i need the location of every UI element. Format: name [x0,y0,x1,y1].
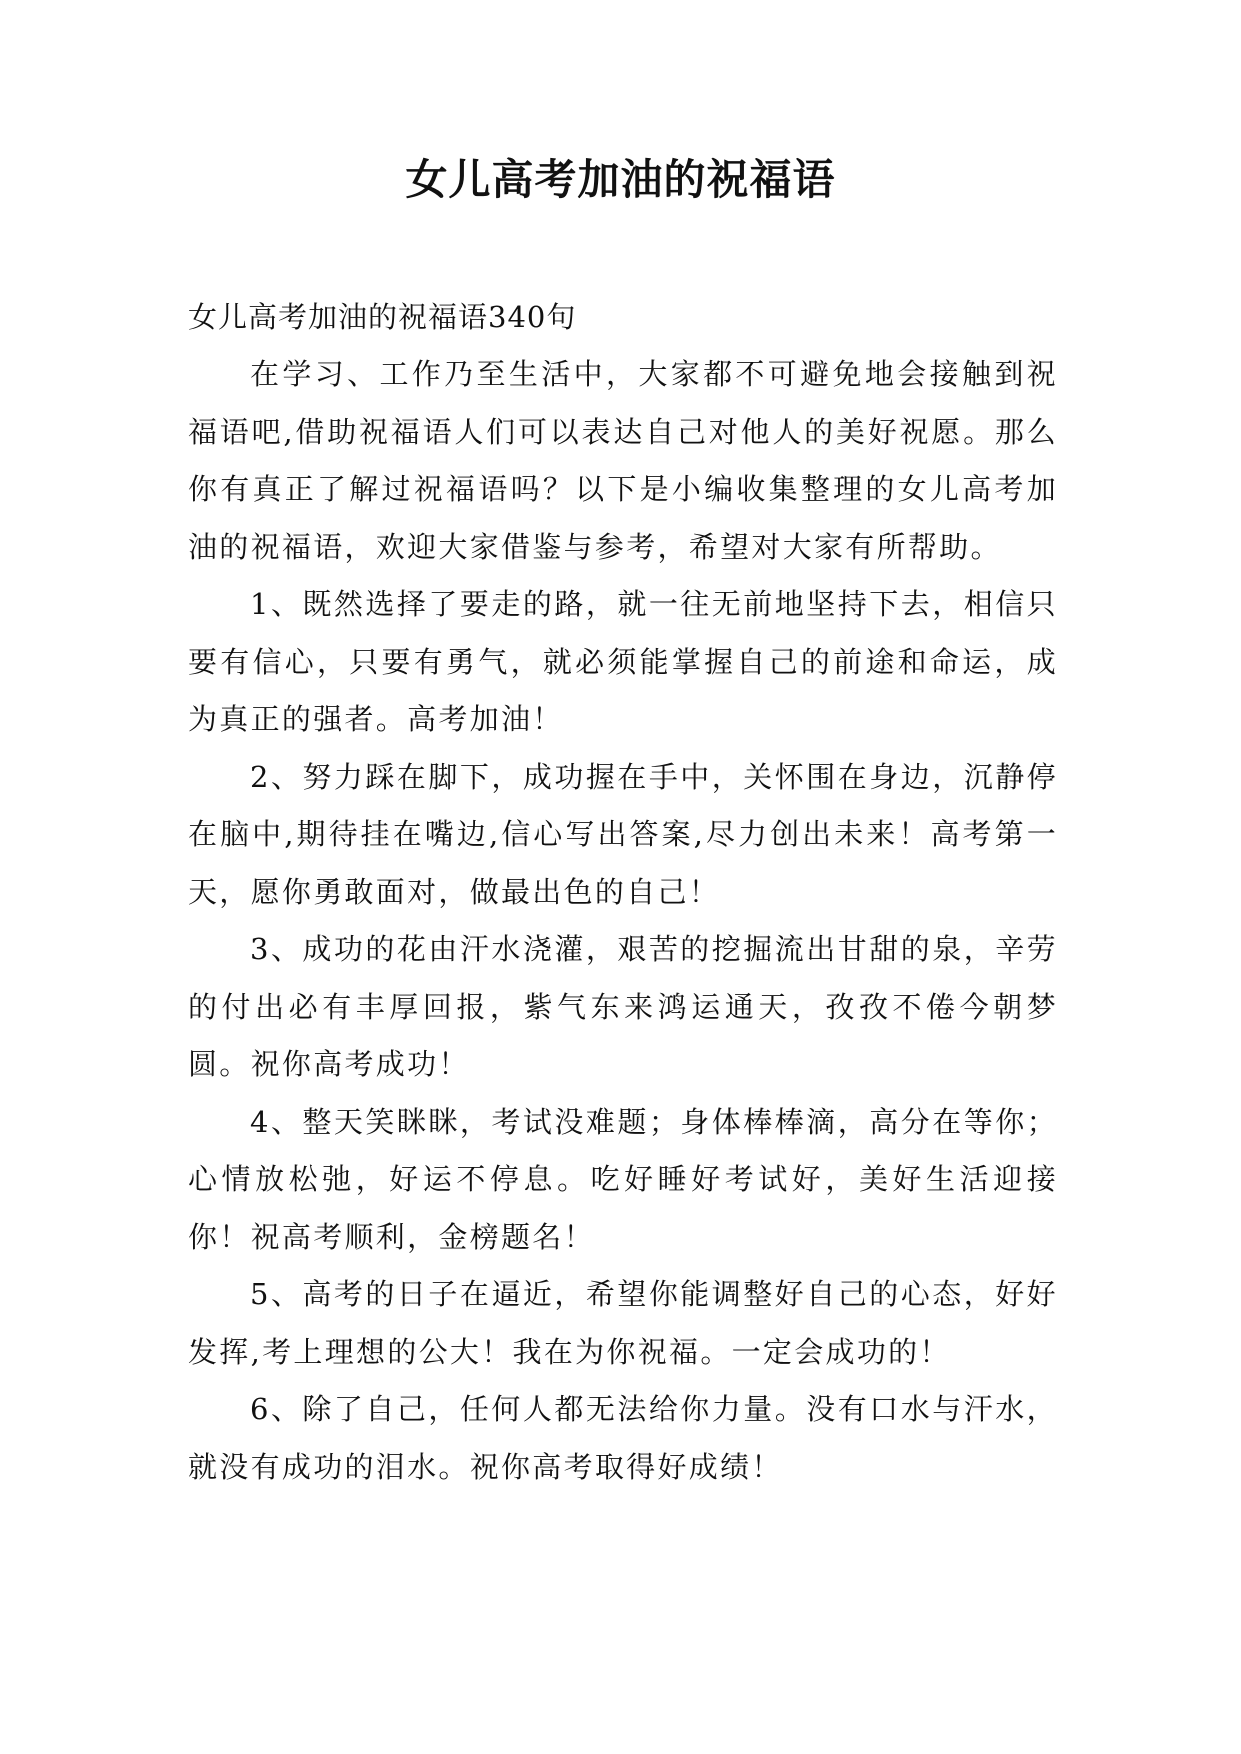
blessing-item-3: 3、成功的花由汗水浇灌，艰苦的挖掘流出甘甜的泉，辛劳的付出必有丰厚回报，紫气东来鸿运通天，孜孜不倦今朝梦圆。祝你高考成功！ [188,932,1058,1081]
document-subtitle: 女儿高考加油的祝福语340句 [188,300,577,334]
blessing-item-5: 5、高考的日子在逼近，希望你能调整好自己的心态，好好发挥,考上理想的公大！我在为你祝福。一定会成功的！ [188,1277,1058,1369]
blessing-item-2: 2、努力踩在脚下，成功握在手中，关怀围在身边，沉静停在脑中,期待挂在嘴边,信心写出答案,尽力创出未来！高考第一天，愿你勇敢面对，做最出色的自己！ [188,759,1058,909]
intro-paragraph: 在学习、工作乃至生活中，大家都不可避免地会接触到祝福语吧,借助祝福语人们可以表达自己对他人的美好祝愿。那么你有真正了解过祝福语吗？以下是小编收集整理的女儿高考加油的祝福语，欢迎大家借鉴与参考，希望对大家有所帮助。 [188,357,1058,564]
blessing-item-4: 4、整天笑眯眯，考试没难题；身体棒棒滴，高分在等你；心情放松弛，好运不停息。吃好睡好考试好，美好生活迎接你！祝高考顺利，金榜题名！ [188,1104,1058,1254]
document-title: 女儿高考加油的祝福语 [405,155,836,204]
blessing-item-1: 1、既然选择了要走的路，就一往无前地坚持下去，相信只要有信心，只要有勇气，就必须能掌握自己的前途和命运，成为真正的强者。高考加油！ [188,587,1058,736]
document-body [188,288,1058,1496]
blessing-item-6: 6、除了自己，任何人都无法给你力量。没有口水与汗水，就没有成功的泪水。祝你高考取得好成绩！ [188,1392,1058,1484]
